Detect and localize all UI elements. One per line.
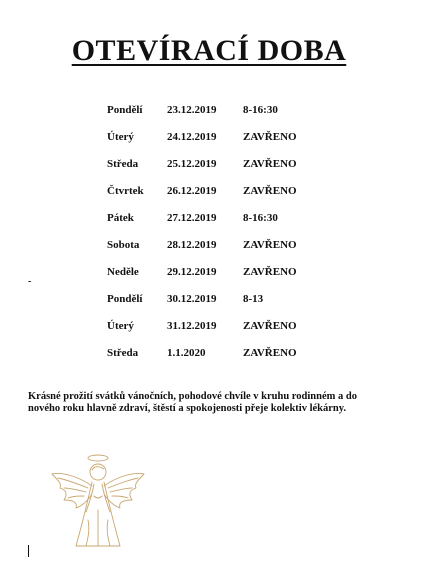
schedule-date: 29.12.2019: [167, 265, 217, 278]
schedule-row: [107, 231, 323, 258]
schedule-row: [107, 258, 323, 285]
schedule-date: 30.12.2019: [167, 292, 217, 305]
schedule-day: Sobota: [107, 238, 140, 251]
schedule-hours: ZAVŘENO: [243, 157, 297, 170]
schedule-day: Středa: [107, 346, 139, 359]
schedule-row: [107, 96, 323, 123]
greeting-message: Krásné prožití svátků vánočních, pohodové chvíle v kruhu rodinném a do nového roku hlavně zdraví, štěstí a spokojenosti přeje kolektiv lékárny.: [28, 390, 357, 414]
schedule-date: 31.12.2019: [167, 319, 217, 332]
schedule-day: Pondělí: [107, 103, 143, 116]
schedule-row: [107, 204, 323, 231]
schedule-date: 1.1.2020: [167, 346, 206, 359]
schedule-day: Úterý: [107, 130, 134, 143]
schedule-date: 26.12.2019: [167, 184, 217, 197]
schedule-day: Pondělí: [107, 292, 143, 305]
schedule-row: [107, 177, 323, 204]
schedule-day: Pátek: [107, 211, 134, 224]
opening-hours-table: [107, 96, 323, 366]
page-title: OTEVÍRACÍ DOBA: [71, 34, 347, 67]
schedule-hours: ZAVŘENO: [243, 265, 297, 278]
schedule-date: 25.12.2019: [167, 157, 217, 170]
schedule-hours: 8-13: [243, 292, 264, 305]
schedule-hours: ZAVŘENO: [243, 346, 297, 359]
schedule-hours: ZAVŘENO: [243, 238, 297, 251]
schedule-hours: 8-16:30: [243, 103, 278, 116]
schedule-date: 23.12.2019: [167, 103, 217, 116]
schedule-hours: ZAVŘENO: [243, 184, 297, 197]
schedule-day: Středa: [107, 157, 139, 170]
angel-icon: [48, 450, 148, 552]
schedule-hours: ZAVŘENO: [243, 319, 297, 332]
schedule-day: Čtvrtek: [107, 184, 144, 197]
schedule-row: [107, 150, 323, 177]
text-cursor: [28, 545, 29, 557]
schedule-date: 27.12.2019: [167, 211, 217, 224]
stray-dash: -: [28, 276, 32, 287]
schedule-day: Úterý: [107, 319, 134, 332]
schedule-row: [107, 285, 323, 312]
schedule-date: 24.12.2019: [167, 130, 217, 143]
schedule-hours: 8-16:30: [243, 211, 278, 224]
schedule-row: [107, 312, 323, 339]
schedule-row: [107, 339, 323, 366]
schedule-hours: ZAVŘENO: [243, 130, 297, 143]
schedule-day: Neděle: [107, 265, 139, 278]
schedule-row: [107, 123, 323, 150]
schedule-date: 28.12.2019: [167, 238, 217, 251]
